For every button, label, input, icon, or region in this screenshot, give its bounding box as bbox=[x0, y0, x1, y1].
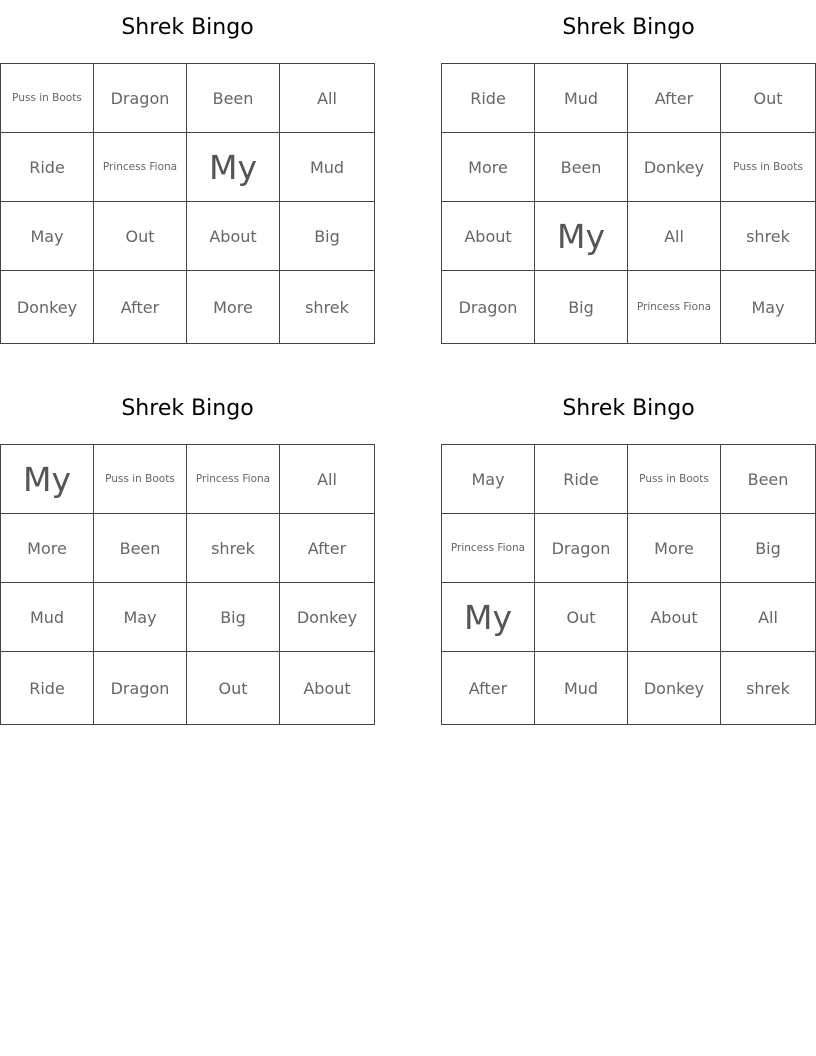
bingo-cell: Ride bbox=[442, 64, 535, 133]
free-space-cell: My bbox=[442, 583, 535, 652]
bingo-cell: Mud bbox=[1, 583, 94, 652]
bingo-cell: Out bbox=[187, 652, 280, 724]
bingo-cell: Donkey bbox=[1, 271, 94, 343]
bingo-cell: May bbox=[442, 445, 535, 514]
bingo-cell: About bbox=[187, 202, 280, 271]
bingo-cell: Puss in Boots bbox=[94, 445, 187, 514]
bingo-cell: After bbox=[628, 64, 721, 133]
bingo-cell: Been bbox=[94, 514, 187, 583]
bingo-cell: Donkey bbox=[628, 652, 721, 724]
bingo-cell: About bbox=[303, 678, 351, 698]
bingo-cell: Been bbox=[721, 445, 815, 514]
bingo-cell: Big bbox=[535, 271, 628, 343]
bingo-cell: About bbox=[628, 583, 721, 652]
bingo-cell: After bbox=[442, 652, 535, 724]
bingo-cell: Mud bbox=[280, 133, 374, 202]
card-title: Shrek Bingo bbox=[562, 15, 695, 40]
bingo-cell: May bbox=[751, 297, 785, 317]
bingo-grid bbox=[441, 63, 816, 344]
bingo-cell: Been bbox=[535, 133, 628, 202]
bingo-cell: shrek bbox=[305, 297, 349, 317]
bingo-cell: Out bbox=[94, 202, 187, 271]
bingo-cell: About bbox=[442, 202, 535, 271]
free-space-cell: My bbox=[535, 202, 628, 271]
bingo-cell: Mud bbox=[535, 64, 628, 133]
bingo-cell: More bbox=[628, 514, 721, 583]
bingo-cell: Ride bbox=[535, 445, 628, 514]
bingo-cell: Princess Fiona bbox=[442, 514, 535, 583]
bingo-cell: Dragon bbox=[442, 271, 535, 343]
bingo-cell: All bbox=[280, 64, 374, 133]
bingo-cell: Big bbox=[280, 202, 374, 271]
bingo-cell: More bbox=[442, 133, 535, 202]
bingo-grid bbox=[441, 444, 816, 725]
bingo-cell: shrek bbox=[187, 514, 280, 583]
bingo-cell: Mud bbox=[535, 652, 628, 724]
bingo-cell: Ride bbox=[1, 652, 94, 724]
bingo-cell: Dragon bbox=[94, 652, 187, 724]
card-title: Shrek Bingo bbox=[121, 396, 254, 421]
bingo-cell: Dragon bbox=[94, 64, 187, 133]
bingo-cell: Dragon bbox=[535, 514, 628, 583]
bingo-cell: May bbox=[94, 583, 187, 652]
bingo-cell: Out bbox=[535, 583, 628, 652]
bingo-cell: After bbox=[94, 271, 187, 343]
bingo-cell: After bbox=[280, 514, 374, 583]
bingo-cell: Puss in Boots bbox=[721, 133, 815, 202]
free-space-cell: My bbox=[1, 445, 94, 514]
bingo-cell: Donkey bbox=[628, 133, 721, 202]
bingo-cell: Been bbox=[187, 64, 280, 133]
bingo-cell: All bbox=[721, 583, 815, 652]
bingo-cell: More bbox=[187, 271, 280, 343]
bingo-cell: Out bbox=[721, 64, 815, 133]
bingo-cell: shrek bbox=[721, 202, 815, 271]
bingo-cell: Princess Fiona bbox=[187, 445, 280, 514]
bingo-cell: All bbox=[628, 202, 721, 271]
card-title: Shrek Bingo bbox=[121, 15, 254, 40]
free-space-cell: My bbox=[187, 133, 280, 202]
bingo-cell: All bbox=[280, 445, 374, 514]
bingo-cell: Puss in Boots bbox=[1, 64, 94, 133]
bingo-cell: Princess Fiona bbox=[94, 133, 187, 202]
bingo-cell: Puss in Boots bbox=[628, 445, 721, 514]
bingo-cell: Big bbox=[187, 583, 280, 652]
bingo-cell: Big bbox=[721, 514, 815, 583]
bingo-cell: More bbox=[1, 514, 94, 583]
bingo-cell: Princess Fiona bbox=[628, 271, 721, 343]
bingo-grid bbox=[0, 63, 375, 344]
card-title: Shrek Bingo bbox=[562, 396, 695, 421]
bingo-cell: Ride bbox=[1, 133, 94, 202]
bingo-cell: May bbox=[1, 202, 94, 271]
bingo-cell: Donkey bbox=[280, 583, 374, 652]
bingo-grid bbox=[0, 444, 375, 725]
bingo-cell: shrek bbox=[746, 678, 790, 698]
